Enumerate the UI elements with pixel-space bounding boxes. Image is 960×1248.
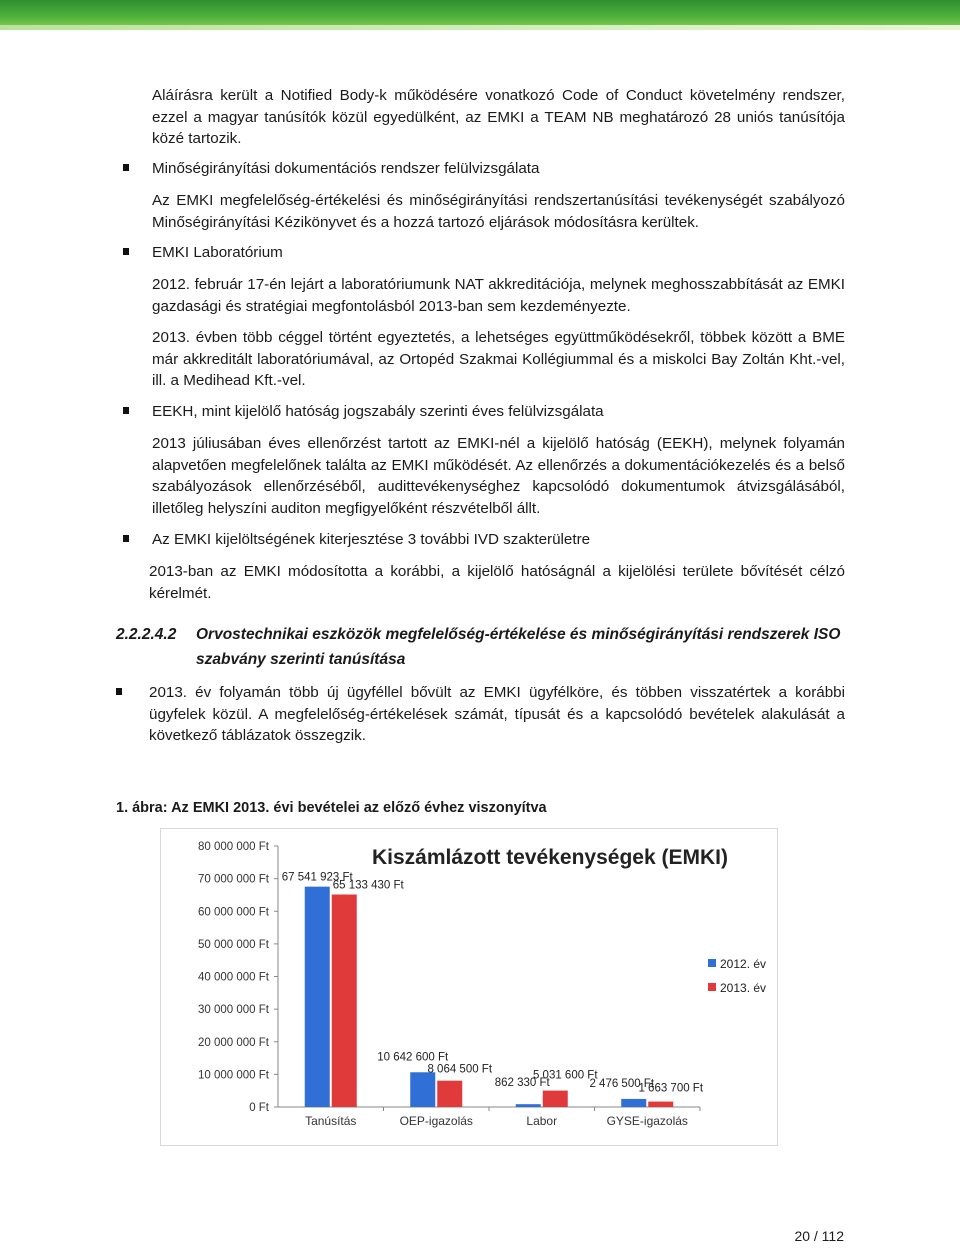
y-tick-label: 80 000 000 Ft <box>198 841 269 853</box>
subsection-number: 2.2.2.4.2 <box>116 626 177 643</box>
legend-label: 2012. év <box>720 957 767 971</box>
data-label: 5 031 600 Ft <box>532 1069 598 1082</box>
data-label: 67 541 923 Ft <box>281 871 353 884</box>
x-tick-label: Labor <box>526 1114 558 1128</box>
bar-2013 <box>648 1102 673 1107</box>
legend-label: 2013. év <box>720 981 767 995</box>
y-tick-label: 40 000 000 Ft <box>198 971 269 984</box>
y-tick-label: 70 000 000 Ft <box>198 873 269 886</box>
subsection-title: Orvostechnikai eszközök megfelelőség-értékelése és minőségirányítási rendszerek ISO <box>196 626 841 643</box>
data-label: 862 330 Ft <box>494 1077 550 1090</box>
section-paragraph: 2013 júliusában éves ellenőrzést tartott az EMKI-nél a kijelölő hatóság (EEKH), melynek folyamán alapvetően megfelelőnek találta az EMKI működését. Az ellenőrzés a dokumentációkezelés és a belső szabályozások ellenőrzéséből, audittevékenységhez kapcsolódó dokumentumok átvizsgálásából, illetőleg helyszíni auditon megfigyelőként részvételből állt. <box>152 435 845 517</box>
revenue-bar-chart <box>160 828 776 1144</box>
bullet-marker <box>123 248 129 255</box>
legend-swatch <box>708 983 716 991</box>
data-label: 8 064 500 Ft <box>427 1063 493 1076</box>
bar-2012 <box>410 1072 435 1107</box>
bar-2012 <box>621 1099 646 1107</box>
data-label: 65 133 430 Ft <box>332 879 404 892</box>
section-heading: EEKH, mint kijelölő hatóság jogszabály szerinti éves felülvizsgálata <box>152 403 604 420</box>
bullet-marker <box>116 688 122 695</box>
bar-2013 <box>543 1091 568 1107</box>
figure-caption: 1. ábra: Az EMKI 2013. évi bevételei az előző évhez viszonyítva <box>116 800 547 816</box>
section-paragraph: 2013. évben több céggel történt egyeztetés, a lehetséges együttműködésekről, többek között a BME már akkreditált laboratóriumával, az Ortopéd Szakmai Kollégiummal és a miskolci Bay Zoltán Kht.-vel, ill. a Medihead Kft.-vel. <box>152 329 845 389</box>
y-tick-label: 50 000 000 Ft <box>198 938 269 951</box>
y-tick-label: 60 000 000 Ft <box>198 906 269 919</box>
subsection-paragraph: 2013. év folyamán több új ügyféllel bővült az EMKI ügyfélköre, és többen visszatértek a korábbi ügyfelek közül. A megfelelőség-értékelések számát, típusát és a kapcsolódó bevételek alakulását a következő táblázatok összegzik. <box>149 684 845 744</box>
subsection-title-cont: szabvány szerinti tanúsítása <box>196 651 406 668</box>
bullet-marker <box>123 535 129 542</box>
section-paragraph: Az EMKI megfelelőség-értékelési és minőségirányítási rendszertanúsítási tevékenységét szabályozó Minőségirányítási Kézikönyvet és a hozzá tartozó eljárások módosításra kerültek. <box>152 192 845 231</box>
bar-2012 <box>516 1104 541 1107</box>
x-tick-label: Tanúsítás <box>305 1114 357 1128</box>
section-heading: Minőségirányítási dokumentációs rendszer felülvizsgálata <box>152 160 540 177</box>
section-paragraph: 2012. február 17-én lejárt a laboratóriumunk NAT akkreditációja, melynek meghosszabbítását az EMKI gazdasági és stratégiai megfontolásból 2013-ban sem kezdeményezte. <box>152 276 845 315</box>
section-heading: Az EMKI kijelöltségének kiterjesztése 3 további IVD szakterületre <box>152 531 591 548</box>
data-label: 2 476 500 Ft <box>589 1077 655 1090</box>
bar-2013 <box>332 895 357 1107</box>
header-bar <box>0 0 960 30</box>
y-tick-label: 10 000 000 Ft <box>198 1069 269 1082</box>
y-tick-label: 0 Ft <box>249 1102 269 1114</box>
bullet-marker <box>123 164 129 171</box>
legend-swatch <box>708 959 716 967</box>
y-tick-label: 20 000 000 Ft <box>198 1036 269 1049</box>
x-tick-label: GYSE-igazolás <box>606 1114 688 1128</box>
bar-2012 <box>305 887 330 1107</box>
bar-2013 <box>437 1081 462 1107</box>
chart-title: Kiszámlázott tevékenységek (EMKI) <box>372 846 728 869</box>
page-number: 20 / 112 <box>794 1228 844 1244</box>
data-label: 1 663 700 Ft <box>638 1082 704 1095</box>
intro-paragraph: Aláírásra került a Notified Body-k működésére vonatkozó Code of Conduct követelmény rendszer, ezzel a magyar tanúsítók közül egyedülként, az EMKI a TEAM NB meghatározó 28 uniós tanúsítója közé tartozik. <box>152 87 845 147</box>
y-tick-label: 30 000 000 Ft <box>198 1004 269 1017</box>
section-paragraph: 2013-ban az EMKI módosította a korábbi, a kijelölő hatóságnál a kijelölési területe bővítését célzó kérelmét. <box>149 563 845 602</box>
section-heading: EMKI Laboratórium <box>152 244 283 261</box>
x-tick-label: OEP-igazolás <box>399 1114 473 1128</box>
bullet-marker <box>123 407 129 414</box>
data-label: 10 642 600 Ft <box>377 1051 449 1064</box>
